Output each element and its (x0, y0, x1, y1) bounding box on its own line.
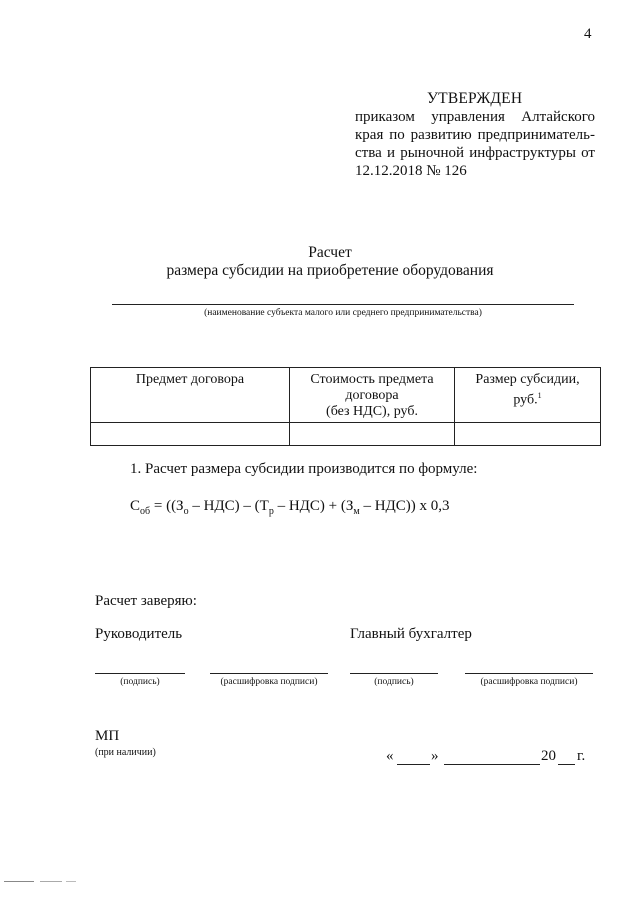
head-signature-line (95, 673, 185, 674)
stamp-label: МП (95, 728, 120, 744)
accountant-signature-line (350, 673, 438, 674)
formula-part: = ((З (150, 498, 184, 514)
header-subsidy-line: Размер субсидии, (475, 372, 580, 387)
formula-subscript: р (268, 506, 274, 517)
approval-line: ства и рыночной инфраструктуры от (355, 145, 595, 161)
formula (130, 498, 450, 517)
formula-part: – НДС)) х 0,3 (359, 498, 450, 514)
document-subtitle: размера субсидии на приобретение оборудования (166, 262, 494, 279)
table-cell (91, 423, 290, 446)
head-label: Руководитель (95, 626, 183, 642)
formula-part: – НДС) – (Т (188, 498, 269, 514)
header-cost-line: (без НДС), руб. (326, 404, 418, 419)
formula-subscript: об (140, 506, 151, 517)
date-day-blank (397, 764, 430, 765)
accountant-decoding-caption: (расшифровка подписи) (480, 677, 578, 687)
scan-mark (4, 881, 34, 882)
date-open-quote: « (386, 748, 394, 764)
stamp-note: (при наличии) (95, 747, 156, 758)
head-signature-caption: (подпись) (120, 677, 160, 687)
formula-part: – НДС) + (З (273, 498, 354, 514)
header-subsidy-size (455, 368, 601, 423)
formula-subscript: м (353, 506, 360, 517)
approval-block (355, 90, 595, 180)
document-title: Расчет (308, 244, 352, 261)
table-cell (455, 423, 601, 446)
formula-intro: 1. Расчет размера субсидии производится по формуле: (130, 461, 478, 477)
date-close-quote: » (431, 748, 439, 764)
table-header-row (91, 368, 601, 423)
head-decoding-caption: (расшифровка подписи) (220, 677, 318, 687)
head-decoding-line (210, 673, 328, 674)
header-contract-subject (91, 368, 290, 423)
certify-label: Расчет заверяю: (95, 593, 197, 609)
scan-mark (40, 881, 62, 882)
header-subsidy-line: руб. (513, 392, 538, 408)
table-cell (290, 423, 455, 446)
footnote-mark: 1 (537, 391, 542, 400)
page-number: 4 (584, 26, 592, 42)
accountant-decoding-line (465, 673, 593, 674)
formula-subscript: о (183, 506, 189, 517)
date-year-blank (558, 764, 575, 765)
subject-name-caption: (наименование субъекта малого или среднего предпринимательства) (204, 308, 482, 318)
approval-line: приказом управления Алтайского (355, 109, 595, 125)
chief-accountant-label: Главный бухгалтер (350, 626, 472, 642)
scan-mark (66, 881, 76, 882)
header-cost-line: Стоимость предмета (310, 372, 434, 387)
table-row (91, 423, 601, 446)
approval-line: 12.12.2018 № 126 (355, 163, 467, 179)
date-month-blank (444, 764, 540, 765)
date-year-prefix: 20 (541, 748, 556, 764)
subsidy-table (90, 367, 601, 446)
header-cost-line: договора (345, 388, 399, 403)
approval-title: УТВЕРЖДЕН (427, 90, 523, 107)
header-contract-subject-label: Предмет договора (135, 372, 245, 387)
formula-part: С (130, 498, 141, 514)
subject-name-line (112, 304, 574, 305)
date-year-suffix: г. (577, 748, 586, 764)
approval-line: края по развитию предприниматель- (355, 127, 595, 143)
accountant-signature-caption: (подпись) (374, 677, 414, 687)
header-contract-cost (290, 368, 455, 423)
